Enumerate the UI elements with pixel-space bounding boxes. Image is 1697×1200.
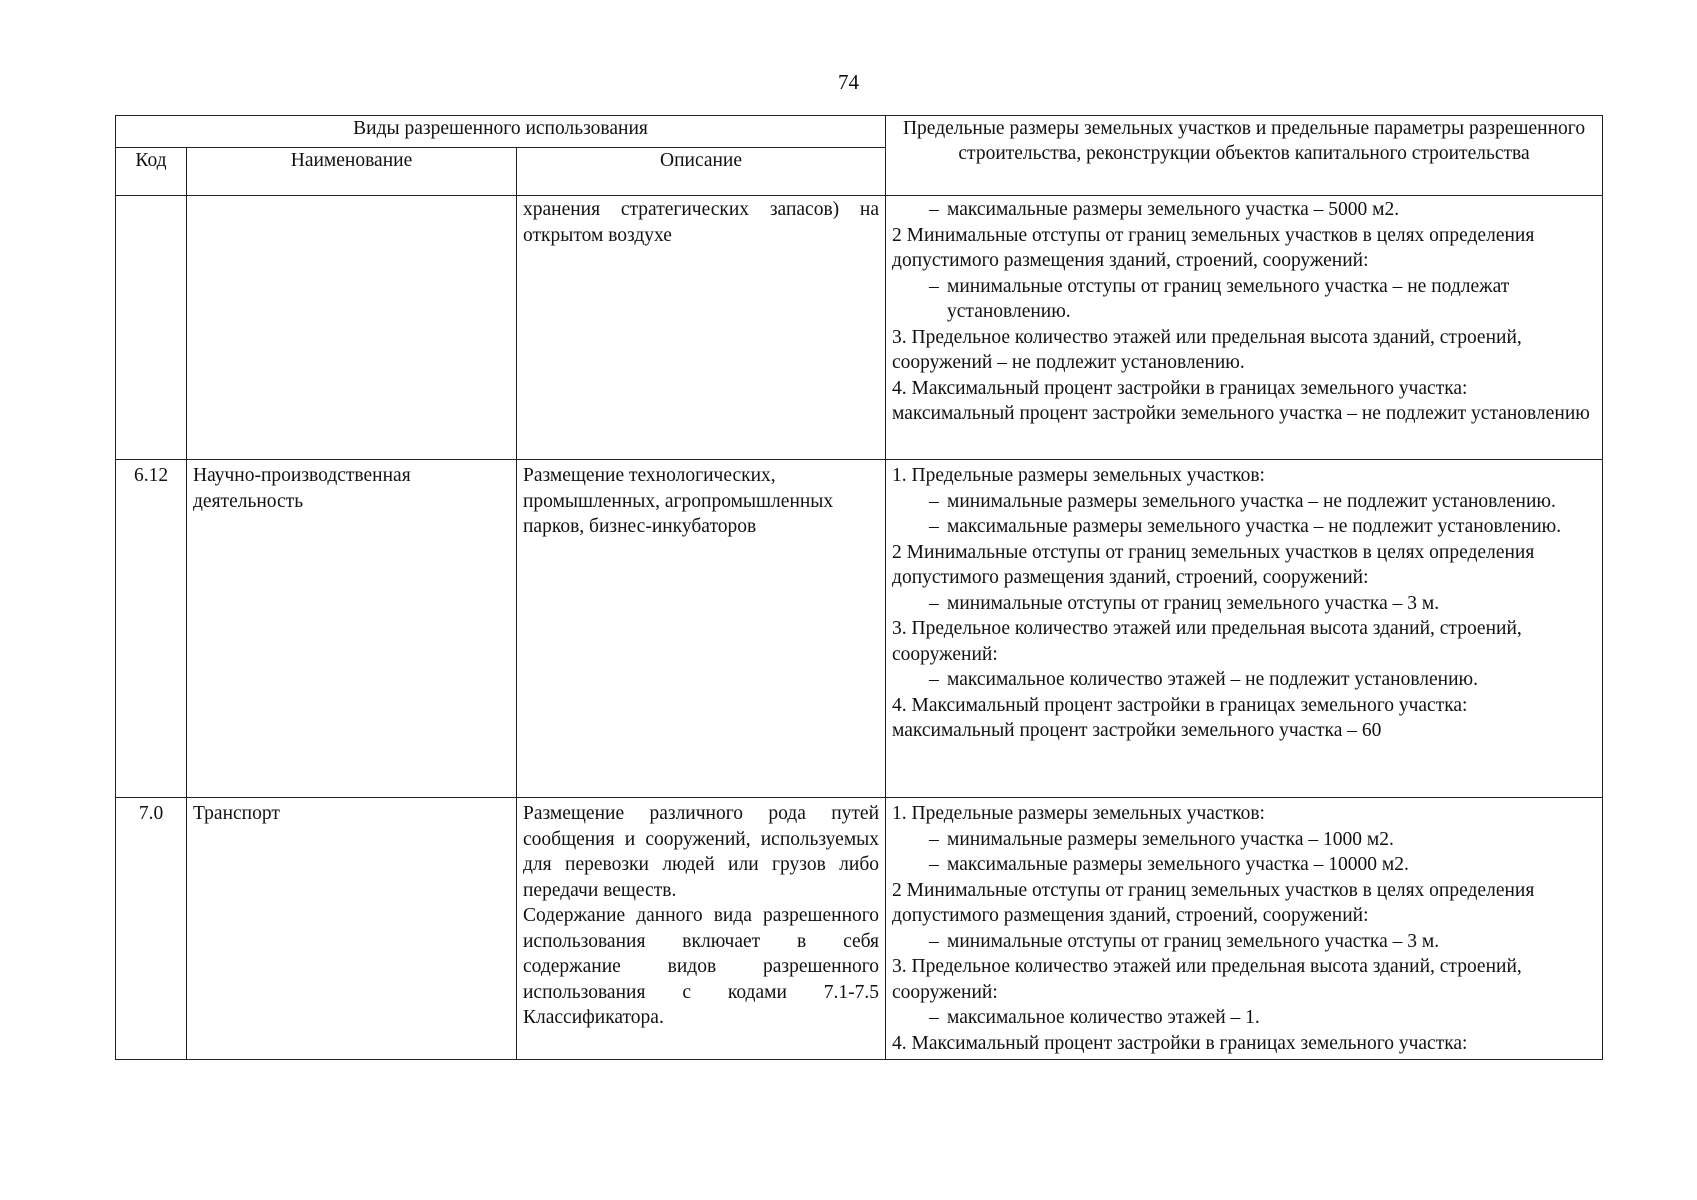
description-paragraph: Размещение различного рода путей сообщения и сооружений, используемых для перевозки людей или грузов либо передачи веществ.	[523, 803, 880, 901]
param-item: 4. Максимальный процент застройки в границах земельного участка:	[892, 377, 1468, 399]
row-parameters	[886, 196, 1603, 460]
param-bullet: – минимальные отступы от границ земельного участка – не подлежат установлению.	[929, 275, 1510, 322]
param-bullet: – минимальные отступы от границ земельного участка – 3 м.	[929, 592, 1440, 614]
param-bullet: – минимальные размеры земельного участка – 1000 м2.	[929, 828, 1394, 850]
row-description: хранения стратегических запасов) на открытом воздухе	[517, 196, 886, 460]
group-header: Виды разрешенного использования	[116, 116, 886, 148]
table-row	[116, 196, 1603, 460]
row-code	[116, 196, 187, 460]
column-header-description: Описание	[517, 148, 886, 196]
column-header-name: Наименование	[187, 148, 517, 196]
table-row	[116, 798, 1603, 1060]
param-item: 2 Минимальные отступы от границ земельных участков в целях определения допустимого размещения зданий, строений, сооружений:	[892, 879, 1535, 926]
row-description	[517, 798, 886, 1060]
row-parameters	[886, 798, 1603, 1060]
param-bullet: – максимальное количество этажей – не подлежит установлению.	[929, 669, 1478, 690]
param-item: 4. Максимальный процент застройки в границах земельного участка:	[892, 1032, 1468, 1054]
column-header-code: Код	[116, 148, 187, 196]
param-item: 1. Предельные размеры земельных участков:	[892, 465, 1265, 486]
row-parameters	[886, 460, 1603, 798]
row-code: 6.12	[116, 460, 187, 798]
param-bullet: – максимальные размеры земельного участка – не подлежит установлению.	[929, 516, 1562, 537]
row-code: 7.0	[116, 798, 187, 1060]
param-item: 1. Предельные размеры земельных участков:	[892, 803, 1265, 824]
param-bullet: – максимальные размеры земельного участка – 10000 м2.	[929, 854, 1409, 875]
param-bullet: – максимальное количество этажей – 1.	[929, 1007, 1260, 1028]
param-bullet: – минимальные отступы от границ земельного участка – 3 м.	[929, 930, 1440, 952]
param-item: 2 Минимальные отступы от границ земельных участков в целях определения допустимого размещения зданий, строений, сооружений:	[892, 224, 1535, 271]
page-number: 74	[838, 70, 859, 94]
row-name	[187, 196, 517, 460]
table-row	[116, 460, 1603, 798]
param-item: 3. Предельное количество этажей или предельная высота зданий, строений, сооружений:	[892, 956, 1522, 1003]
row-name: Научно-производственная деятельность	[187, 460, 517, 798]
param-item: максимальный процент застройки земельного участка – не подлежит установлению	[892, 403, 1590, 424]
land-use-table	[115, 115, 1603, 1060]
param-bullet: – максимальные размеры земельного участка – 5000 м2.	[929, 199, 1400, 220]
param-item: 3. Предельное количество этажей или предельная высота зданий, строений, сооружений – не подлежит установлению.	[892, 326, 1522, 373]
row-name: Транспорт	[187, 798, 517, 1060]
description-paragraph: Содержание данного вида разрешенного использования включает в себя содержание видов разрешенного использования с кодами 7.1-7.5 Классификатора.	[523, 905, 880, 1028]
param-item: 3. Предельное количество этажей или предельная высота зданий, строений, сооружений:	[892, 618, 1522, 665]
param-item: максимальный процент застройки земельного участка – 60	[892, 720, 1382, 741]
params-header: Предельные размеры земельных участков и предельные параметры разрешенного строительства, реконструкции объектов капитального строительства	[886, 116, 1603, 196]
row-description: Размещение технологических, промышленных, агропромышленных парков, бизнес-инкубаторов	[517, 460, 886, 798]
param-item: 2 Минимальные отступы от границ земельных участков в целях определения допустимого размещения зданий, строений, сооружений:	[892, 541, 1535, 588]
param-bullet: – минимальные размеры земельного участка – не подлежит установлению.	[929, 490, 1556, 512]
param-item: 4. Максимальный процент застройки в границах земельного участка:	[892, 694, 1468, 716]
